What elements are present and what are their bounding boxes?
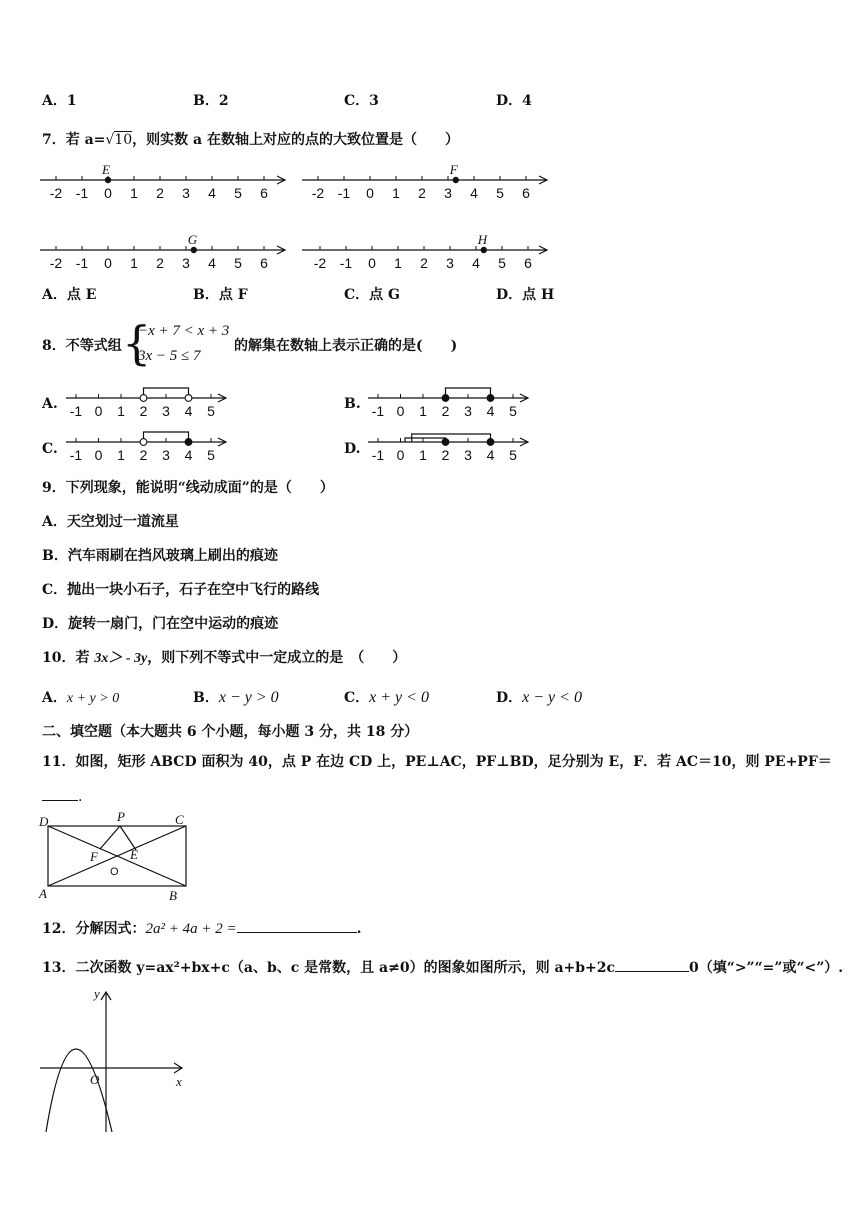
- tick-label: -1: [75, 185, 89, 201]
- tick-label: -1: [371, 447, 385, 463]
- tick-label: 3: [162, 447, 170, 463]
- tick-label: 1: [419, 447, 427, 463]
- point-f-label: F: [90, 849, 98, 864]
- tick-label: 5: [234, 185, 242, 201]
- tick-label: 2: [139, 403, 148, 419]
- tick-label: -2: [313, 255, 327, 271]
- q8-option-c-letter: C.: [42, 441, 58, 457]
- q10-condition: 3x＞ - 3y: [94, 651, 148, 666]
- tick-label: -2: [49, 255, 63, 271]
- q8-option-d-letter: D.: [344, 441, 361, 457]
- q7-option-c: C．点 G: [344, 287, 400, 303]
- tick-label: 1: [394, 255, 402, 271]
- sqrt-radicand: 10: [114, 132, 133, 148]
- q8-number: 8．不等式组: [42, 338, 122, 354]
- tick-label: 3: [464, 403, 472, 419]
- q7-numberline-e: [40, 162, 290, 204]
- tick-label: -2: [311, 185, 325, 201]
- tick-label: 3: [446, 255, 454, 271]
- q10-stem: 10．若 3x＞ - 3y，则下列不等式中一定成立的是 （ ）: [42, 650, 407, 666]
- tick-label: 2: [156, 255, 164, 271]
- q9-option-d: D．旋转一扇门，门在空中运动的痕迹: [42, 616, 279, 632]
- tick-label: 5: [207, 403, 215, 419]
- q11-stem: 11．如图，矩形 ABCD 面积为 40，点 P 在边 CD 上，PE⊥AC，PF⊥BD，足分别为 E，F．若 AC＝10，则 PE+PF＝: [42, 754, 832, 770]
- point-label: E: [102, 162, 110, 177]
- solution-bracket: [405, 438, 446, 442]
- q11-rectangle-figure: [36, 810, 196, 902]
- point-dot: [191, 247, 197, 253]
- point-e-label: E: [130, 847, 138, 862]
- q13-parabola-graph: [38, 986, 198, 1136]
- q9-option-a: A．天空划过一道流星: [42, 514, 179, 530]
- tick-label: -2: [49, 185, 63, 201]
- vertex-a-label: A: [39, 886, 47, 901]
- point-o-label: O: [110, 866, 119, 878]
- tick-label: 2: [139, 447, 148, 463]
- tick-label: 0: [396, 403, 405, 419]
- sqrt-sign: √: [105, 132, 115, 148]
- tick-label: 4: [486, 447, 495, 463]
- closed-endpoint: [185, 439, 192, 446]
- q8-numberline-d: [368, 428, 538, 468]
- closed-endpoint: [487, 395, 494, 402]
- tick-label: 5: [509, 403, 517, 419]
- q10-option-d: D．x − y < 0: [496, 689, 582, 706]
- q8-inequality-2: 3x − 5 ≤ 7: [138, 348, 201, 364]
- vertex-d-label: D: [39, 814, 49, 829]
- point-label: F: [449, 162, 458, 177]
- closed-endpoint: [487, 439, 494, 446]
- tick-label: -1: [69, 447, 83, 463]
- q8-option-a-letter: A.: [42, 396, 58, 412]
- tick-label: 0: [368, 255, 376, 271]
- closed-endpoint: [442, 395, 449, 402]
- tick-label: 2: [441, 447, 450, 463]
- tick-label: -1: [75, 255, 89, 271]
- x-axis-label: x: [176, 1074, 182, 1089]
- q7-numberline-f: [302, 162, 552, 204]
- tick-label: 0: [94, 447, 103, 463]
- tick-label: 0: [396, 447, 405, 463]
- q12-expression: 2a² + 4a + 2 =: [145, 921, 237, 937]
- tick-label: 3: [182, 185, 190, 201]
- q10-option-a: A．x + y > 0: [42, 690, 120, 706]
- y-axis-label: y: [94, 986, 100, 1001]
- tick-label: 5: [207, 447, 215, 463]
- tick-label: 1: [419, 403, 427, 419]
- point-label: H: [477, 232, 488, 247]
- tick-label: -1: [339, 255, 353, 271]
- q12-stem: 12．分解因式：2a² + 4a + 2 = .: [42, 918, 361, 938]
- q8-numberline-b: [368, 384, 538, 424]
- tick-label: 5: [234, 255, 242, 271]
- q9-stem: 9．下列现象，能说明“线动成面”的是（ ）: [42, 480, 334, 496]
- closed-endpoint: [442, 439, 449, 446]
- tick-label: 1: [117, 403, 125, 419]
- q7-option-a: A．点 E: [42, 287, 97, 303]
- tick-label: 4: [470, 185, 478, 201]
- q8-option-b-letter: B.: [344, 396, 361, 412]
- q7-option-d: D．点 H: [496, 287, 555, 303]
- q7-stem: 7．若 a=√10，则实数 a 在数轴上对应的点的大致位置是（ ）: [42, 132, 459, 148]
- q6-option-b: B．2: [193, 93, 229, 109]
- q11-answer-blank: .: [42, 786, 82, 806]
- tick-label: 4: [208, 255, 216, 271]
- tick-label: 0: [104, 185, 112, 201]
- tick-label: 0: [366, 185, 374, 201]
- point-dot: [105, 177, 111, 183]
- tick-label: 5: [498, 255, 506, 271]
- point-label: G: [187, 232, 198, 247]
- q7-numberline-h: [302, 232, 552, 274]
- open-endpoint: [140, 439, 147, 446]
- tick-label: 2: [441, 403, 450, 419]
- section-heading: 二、填空题（本大题共 6 个小题，每小题 3 分，共 18 分）: [42, 724, 419, 740]
- origin-label: O: [90, 1072, 100, 1087]
- tick-label: 4: [184, 403, 193, 419]
- tick-label: -1: [371, 403, 385, 419]
- tick-label: 1: [392, 185, 400, 201]
- tick-label: 3: [464, 447, 472, 463]
- tick-label: -1: [69, 403, 83, 419]
- tick-label: 4: [208, 185, 216, 201]
- vertex-b-label: B: [169, 888, 177, 903]
- q10-option-c: C．x + y < 0: [344, 689, 429, 706]
- q13-stem: 13．二次函数 y=ax²+bx+c（a、b、c 是常数，且 a≠0）的图象如图所示，则 a+b+2c 0（填“>”“=”或“<”）.: [42, 957, 843, 977]
- tick-label: -1: [337, 185, 351, 201]
- tick-label: 2: [418, 185, 426, 201]
- q7-numberline-g: [40, 232, 290, 274]
- tick-label: 6: [260, 185, 268, 201]
- q10-option-b: B．x − y > 0: [193, 689, 279, 706]
- tick-label: 3: [444, 185, 452, 201]
- point-dot: [481, 247, 487, 253]
- open-endpoint: [185, 395, 192, 402]
- tick-label: 1: [130, 185, 138, 201]
- tick-label: 0: [104, 255, 112, 271]
- q8-brace: {: [122, 316, 152, 370]
- tick-label: 6: [524, 255, 532, 271]
- tick-label: 1: [130, 255, 138, 271]
- q6-option-a: A．1: [42, 93, 77, 109]
- q9-option-c: C．抛出一块小石子，石子在空中飞行的路线: [42, 582, 320, 598]
- q7-option-b: B．点 F: [193, 287, 248, 303]
- tick-label: 3: [162, 403, 170, 419]
- q6-option-d: D．4: [496, 93, 532, 109]
- q6-option-c: C．3: [344, 93, 379, 109]
- q8-numberline-c: [66, 428, 236, 468]
- tick-label: 4: [184, 447, 193, 463]
- tick-label: 1: [117, 447, 125, 463]
- point-dot: [453, 177, 459, 183]
- tick-label: 5: [496, 185, 504, 201]
- tick-label: 5: [509, 447, 517, 463]
- vertex-c-label: C: [175, 812, 184, 827]
- tick-label: 6: [522, 185, 530, 201]
- tick-label: 0: [94, 403, 103, 419]
- q8-numberline-a: [66, 384, 236, 424]
- tick-label: 4: [486, 403, 495, 419]
- q8-tail: 的解集在数轴上表示正确的是( ): [234, 338, 458, 354]
- q8-inequality-1: −x + 7 < x + 3: [138, 323, 230, 339]
- tick-label: 4: [472, 255, 480, 271]
- tick-label: 2: [420, 255, 428, 271]
- open-endpoint: [140, 395, 147, 402]
- point-p-label: P: [117, 809, 125, 824]
- q9-option-b: B．汽车雨刷在挡风玻璃上刷出的痕迹: [42, 548, 278, 564]
- tick-label: 3: [182, 255, 190, 271]
- tick-label: 2: [156, 185, 164, 201]
- tick-label: 6: [260, 255, 268, 271]
